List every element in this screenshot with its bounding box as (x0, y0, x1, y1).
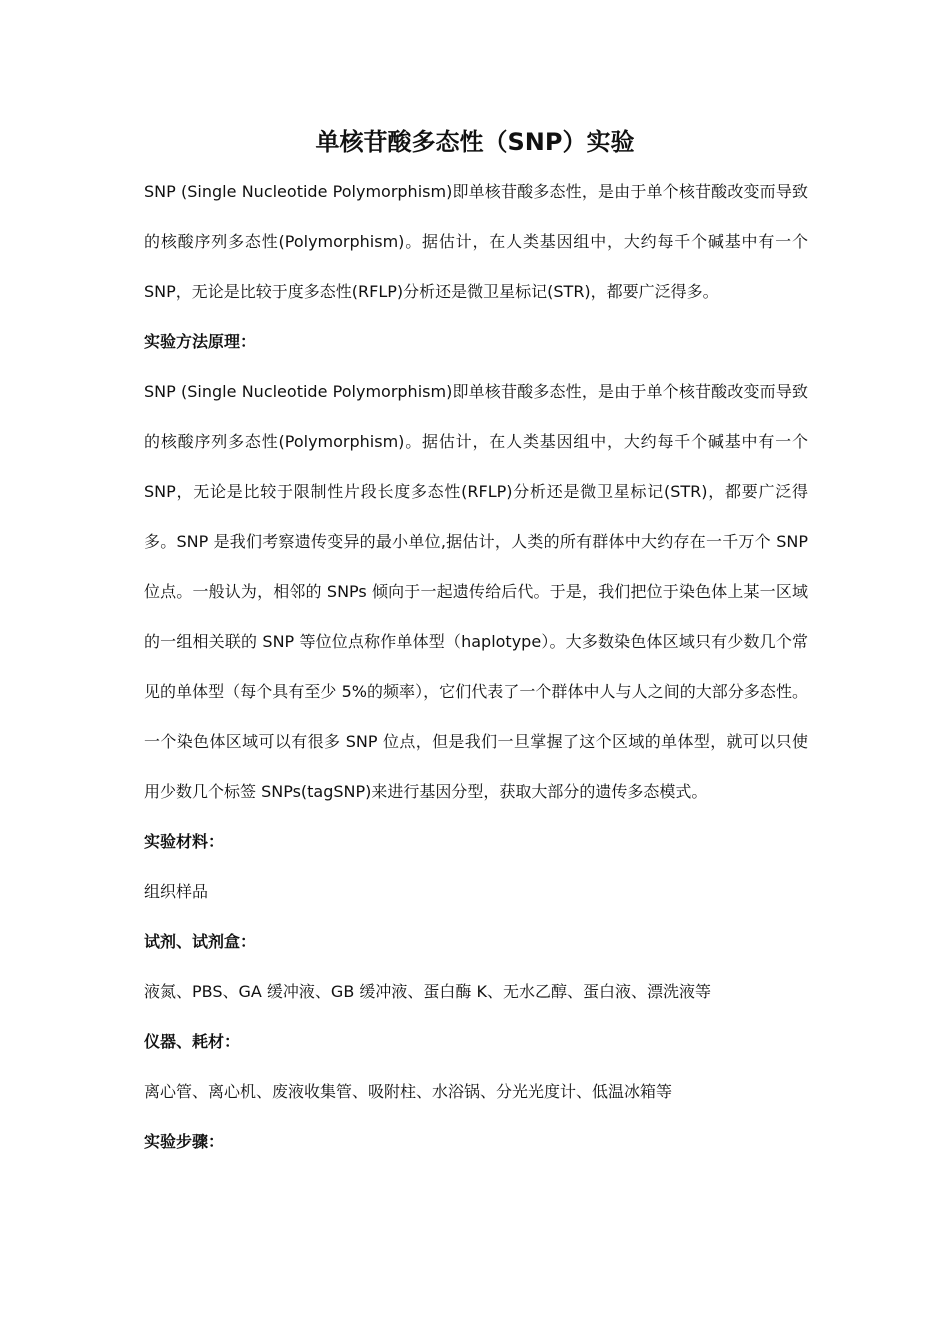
materials-heading: 实验材料： (144, 832, 225, 851)
instruments-heading: 仪器、耗材： (144, 1032, 241, 1051)
document-title: 单核苷酸多态性（SNP）实验 (315, 128, 635, 156)
reagents-paragraph: 液氮、PBS、GA 缓冲液、GB 缓冲液、蛋白酶 K、无水乙醇、蛋白液、漂洗液等 (144, 982, 711, 1001)
principle-heading: 实验方法原理： (144, 332, 257, 351)
document-body (144, 167, 808, 1167)
steps-heading: 实验步骤： (144, 1132, 225, 1151)
principle-paragraph: SNP (Single Nucleotide Polymorphism)即单核苷酸多态性，是由于单个核苷酸改变而导致的核酸序列多态性(Polymorphism)。据估计，在人类基因组中，大约每千个碱基中有一个 SNP，无论是比较于限制性片段长度多态性(RFLP)分析还是微卫星标记(STR)，都要广泛得多。SNP 是我们考察遗传变异的最小单位,据估计，人类的所有群体中大约存在一千万个 SNP 位点。一般认为，相邻的 SNPs 倾向于一起遗传给后代。于是，我们把位于染色体上某一区域的一组相关联的 SNP 等位位点称作单体型（haplotype）。大多数染色体区域只有少数几个常见的单体型（每个具有至少 5%的频率），它们代表了一个群体中人与人之间的大部分多态性。一个染色体区域可以有很多 SNP 位点，但是我们一旦掌握了这个区域的单体型，就可以只使用少数几个标签 SNPs(tagSNP)来进行基因分型，获取大部分的遗传多态模式。 (144, 382, 808, 801)
reagents-heading: 试剂、试剂盒： (144, 932, 257, 951)
materials-paragraph: 组织样品 (144, 882, 209, 901)
instruments-paragraph: 离心管、离心机、废液收集管、吸附柱、水浴锅、分光光度计、低温冰箱等 (144, 1082, 673, 1101)
intro-paragraph: SNP (Single Nucleotide Polymorphism)即单核苷酸多态性，是由于单个核苷酸改变而导致的核酸序列多态性(Polymorphism)。据估计，在人类基因组中，大约每千个碱基中有一个 SNP，无论是比较于度多态性(RFLP)分析还是微卫星标记(STR)，都要广泛得多。 (144, 182, 808, 301)
